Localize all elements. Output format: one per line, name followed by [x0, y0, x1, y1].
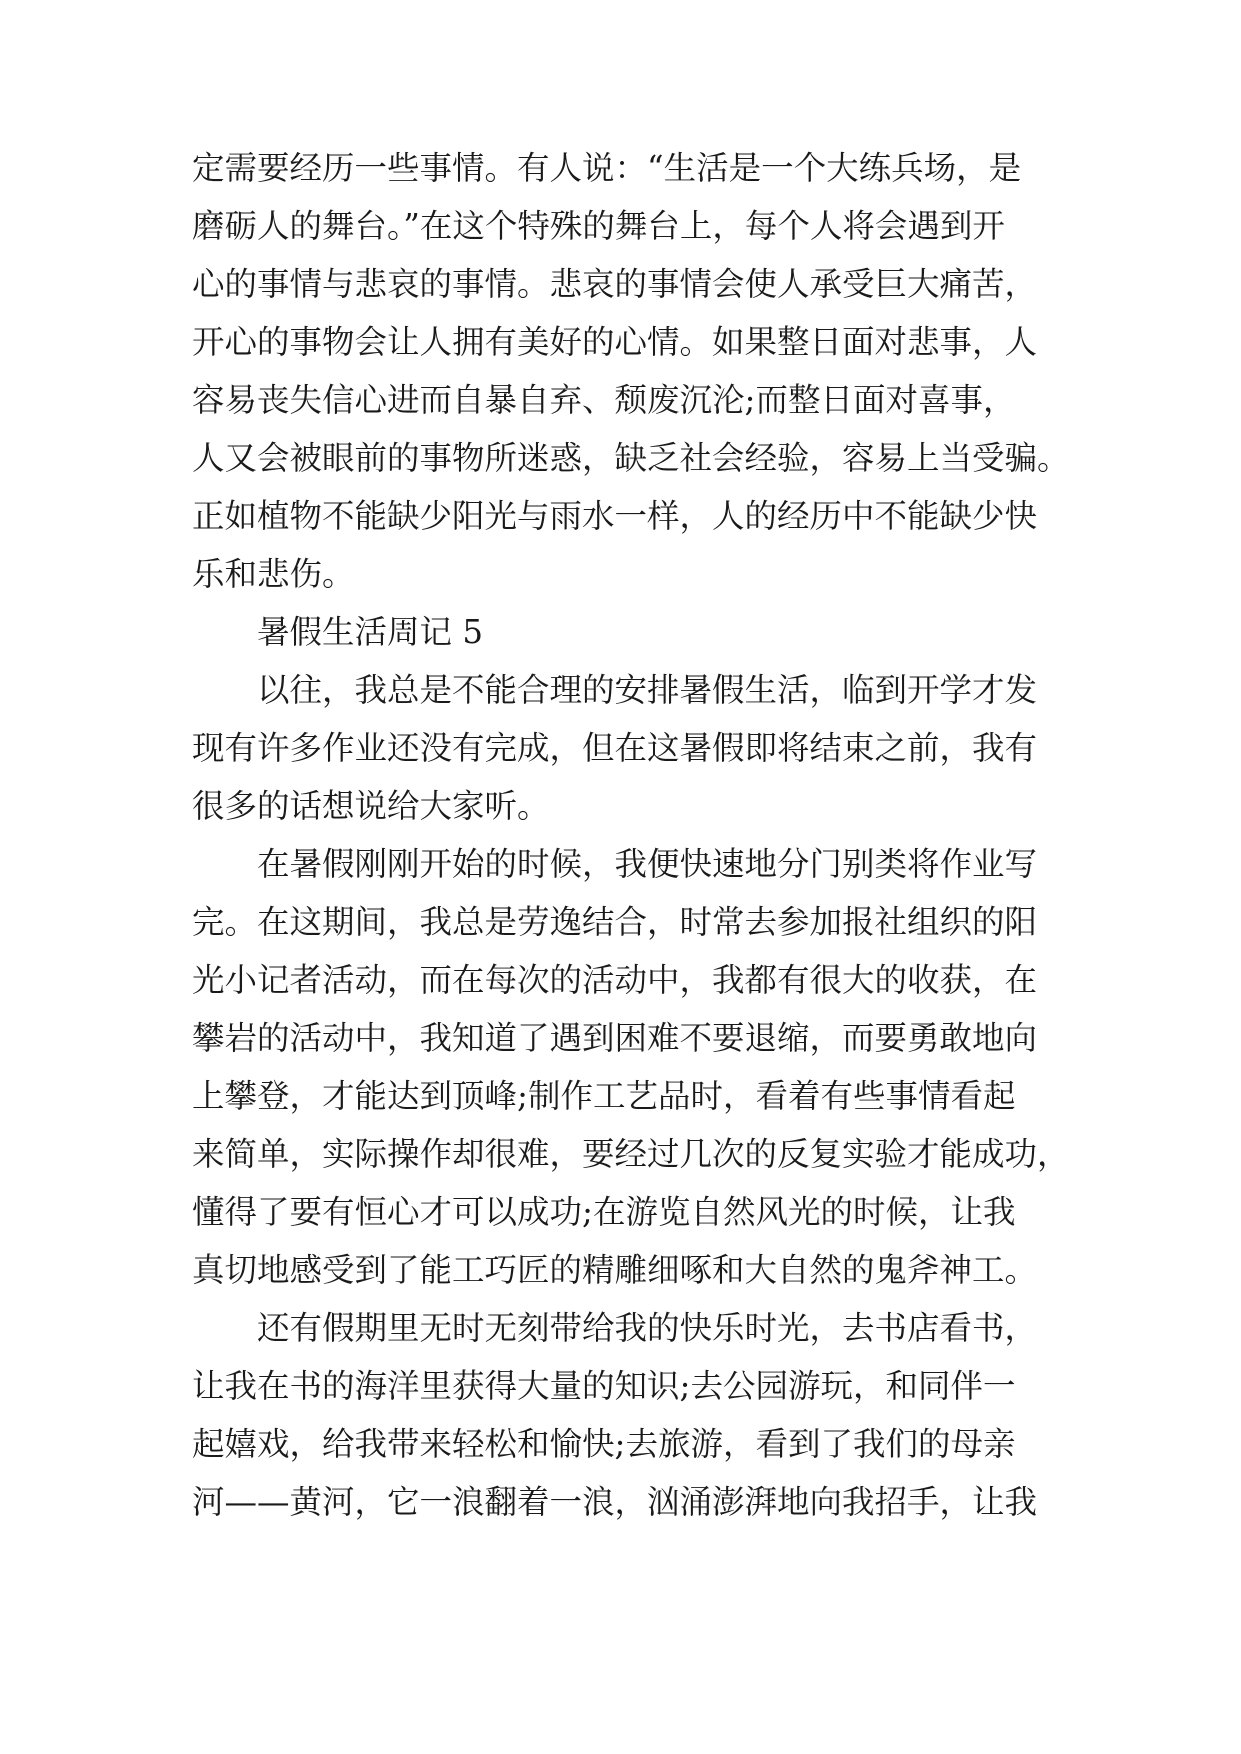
text-line: 人又会被眼前的事物所迷惑，缺乏社会经验，容易上当受骗。: [192, 439, 1070, 477]
text-line: 光小记者活动，而在每次的活动中，我都有很大的收获，在: [192, 961, 1038, 999]
text-line: 正如植物不能缺少阳光与雨水一样，人的经历中不能缺少快: [192, 497, 1038, 535]
section-heading: 暑假生活周记 5: [257, 613, 484, 651]
text-line: 现有许多作业还没有完成，但在这暑假即将结束之前，我有: [192, 729, 1038, 767]
text-line: 很多的话想说给大家听。: [192, 787, 550, 825]
text-line: 让我在书的海洋里获得大量的知识;去公园游玩，和同伴一: [192, 1367, 1016, 1405]
text-line: 还有假期里无时无刻带给我的快乐时光，去书店看书，: [257, 1309, 1038, 1347]
text-line: 攀岩的活动中，我知道了遇到困难不要退缩，而要勇敢地向: [192, 1019, 1038, 1057]
text-line: 磨砺人的舞台。”在这个特殊的舞台上，每个人将会遇到开: [192, 207, 1005, 245]
text-line: 起嬉戏，给我带来轻松和愉快;去旅游，看到了我们的母亲: [192, 1425, 1016, 1463]
text-line: 上攀登，才能达到顶峰;制作工艺品时，看着有些事情看起: [192, 1077, 1016, 1115]
text-line: 完。在这期间，我总是劳逸结合，时常去参加报社组织的阳: [192, 903, 1038, 941]
text-line: 定需要经历一些事情。有人说：“生活是一个大练兵场，是: [192, 149, 1022, 187]
text-line: 开心的事物会让人拥有美好的心情。如果整日面对悲事，人: [192, 323, 1038, 361]
text-line: 容易丧失信心进而自暴自弃、颓废沉沦;而整日面对喜事，: [192, 381, 1016, 419]
text-line: 真切地感受到了能工巧匠的精雕细啄和大自然的鬼斧神工。: [192, 1251, 1038, 1289]
text-line: 乐和悲伤。: [192, 555, 355, 593]
text-line: 来简单，实际操作却很难，要经过几次的反复实验才能成功，: [192, 1135, 1070, 1173]
text-line: 懂得了要有恒心才可以成功;在游览自然风光的时候，让我: [192, 1193, 1016, 1231]
text-line: 在暑假刚刚开始的时候，我便快速地分门别类将作业写: [257, 845, 1038, 883]
text-line: 河——黄河，它一浪翻着一浪，汹涌澎湃地向我招手，让我: [192, 1483, 1038, 1521]
text-line: 以往，我总是不能合理的安排暑假生活，临到开学才发: [257, 671, 1038, 709]
text-line: 心的事情与悲哀的事情。悲哀的事情会使人承受巨大痛苦，: [192, 265, 1038, 303]
